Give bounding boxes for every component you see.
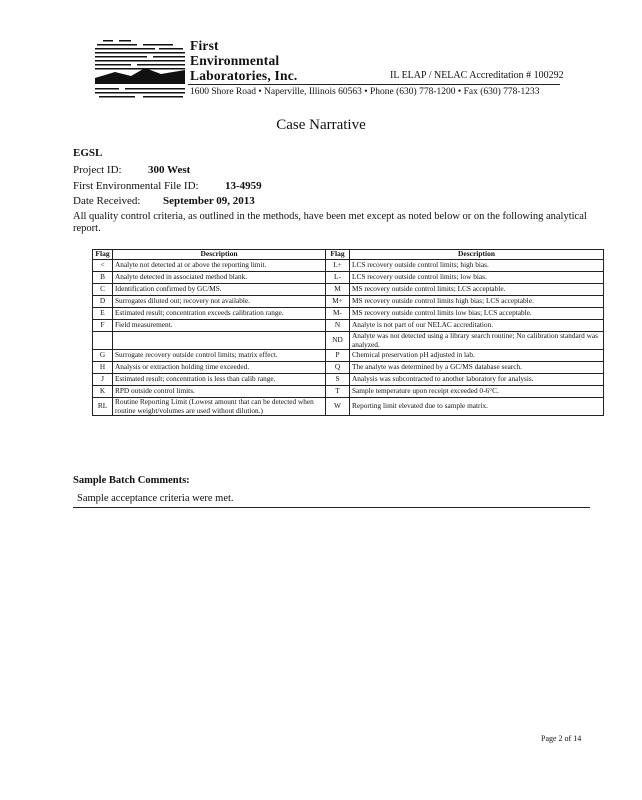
flag-description: Estimated result; concentration is less than calib range.	[113, 374, 326, 386]
header-description-1: Description	[113, 250, 326, 260]
flag-description: Surrogate recovery outside control limits; matrix effect.	[113, 350, 326, 362]
flag-code: RL	[93, 398, 113, 416]
flag-code: K	[93, 386, 113, 398]
flag-row	[93, 284, 604, 296]
flag-description: The analyte was determined by a GC/MS database search.	[350, 362, 604, 374]
qc-statement: All quality control criteria, as outlined in the methods, have been met except as noted below or on the following analytical report.	[73, 211, 587, 234]
flag-code	[93, 332, 113, 350]
flag-code: T	[326, 386, 350, 398]
flag-code: E	[93, 308, 113, 320]
flag-description: Analyte was not detected using a library search routine; No calibration standard was analyzed.	[350, 332, 604, 350]
file-id-label: First Environmental File ID:	[73, 180, 199, 192]
flag-code: P	[326, 350, 350, 362]
page-number: Page 2 of 14	[541, 734, 582, 743]
flag-row	[93, 332, 604, 350]
flag-row	[93, 374, 604, 386]
flag-code: C	[93, 284, 113, 296]
flag-row	[93, 362, 604, 374]
flag-code: H	[93, 362, 113, 374]
date-received-label: Date Received:	[73, 195, 141, 207]
flag-code: W	[326, 398, 350, 416]
flag-code: M	[326, 284, 350, 296]
flag-table-header	[93, 250, 604, 260]
flag-row	[93, 320, 604, 332]
project-id-row	[73, 164, 191, 176]
flag-description	[113, 332, 326, 350]
flag-code: L+	[326, 260, 350, 272]
project-id-value: 300 West	[148, 164, 191, 176]
flag-description: MS recovery outside control limits; LCS acceptable.	[350, 284, 604, 296]
flag-row	[93, 308, 604, 320]
flag-code: D	[93, 296, 113, 308]
file-id-row	[73, 180, 262, 192]
flag-code: Q	[326, 362, 350, 374]
flag-code: ND	[326, 332, 350, 350]
flag-row	[93, 260, 604, 272]
flag-description: Analysis or extraction holding time exceeded.	[113, 362, 326, 374]
page-title: Case Narrative	[276, 117, 366, 133]
flag-code: L-	[326, 272, 350, 284]
file-id-value: 13-4959	[225, 180, 262, 192]
flag-code: F	[93, 320, 113, 332]
sample-batch-comments-heading: Sample Batch Comments:	[73, 475, 190, 486]
accreditation-number: IL ELAP / NELAC Accreditation # 100292	[390, 70, 564, 81]
company-logo	[95, 38, 187, 100]
flag-description: Analysis was subcontracted to another laboratory for analysis.	[350, 374, 604, 386]
company-name-line1: First	[190, 38, 219, 53]
date-received-row	[73, 195, 255, 207]
flag-row	[93, 272, 604, 284]
flag-row	[93, 398, 604, 416]
flag-description: LCS recovery outside control limits; high bias.	[350, 260, 604, 272]
flag-description: MS recovery outside control limits high bias; LCS acceptable.	[350, 296, 604, 308]
flag-description: Chemical preservation pH adjusted in lab.	[350, 350, 604, 362]
header-description-2: Description	[350, 250, 604, 260]
project-id-label: Project ID:	[73, 164, 122, 176]
flag-description: Identification confirmed by GC/MS.	[113, 284, 326, 296]
flag-row	[93, 386, 604, 398]
flag-code: B	[93, 272, 113, 284]
flag-code: N	[326, 320, 350, 332]
flag-description: Field measurement.	[113, 320, 326, 332]
flag-row	[93, 296, 604, 308]
flag-table	[92, 249, 604, 416]
client-name: EGSL	[73, 147, 103, 159]
flag-description: Sample temperature upon receipt exceeded 0-6°C.	[350, 386, 604, 398]
flag-description: RPD outside control limits.	[113, 386, 326, 398]
flag-code: M-	[326, 308, 350, 320]
flag-code: M+	[326, 296, 350, 308]
company-address: 1600 Shore Road • Naperville, Illinois 60563 • Phone (630) 778-1200 • Fax (630) 778-1233	[190, 87, 540, 97]
flag-description: Routine Reporting Limit (Lowest amount that can be detected when routine weight/volumes are used without dilution.)	[113, 398, 326, 416]
company-name-line2: Environmental	[190, 53, 280, 68]
header-flag-1: Flag	[93, 250, 113, 260]
flag-code: J	[93, 374, 113, 386]
flag-description: Analyte detected in associated method blank.	[113, 272, 326, 284]
flag-description: MS recovery outside control limits low bias; LCS acceptable.	[350, 308, 604, 320]
company-name-line3: Laboratories, Inc.	[190, 68, 298, 83]
flag-description: Estimated result; concentration exceeds calibration range.	[113, 308, 326, 320]
flag-description: Reporting limit elevated due to sample matrix.	[350, 398, 604, 416]
flag-description: LCS recovery outside control limits; low bias.	[350, 272, 604, 284]
comments-divider	[73, 507, 590, 508]
flag-code: <	[93, 260, 113, 272]
header-flag-2: Flag	[326, 250, 350, 260]
header-divider	[188, 84, 560, 85]
sample-batch-comments-text: Sample acceptance criteria were met.	[77, 493, 234, 504]
date-received-value: September 09, 2013	[163, 195, 255, 207]
flag-description: Surrogates diluted out; recovery not available.	[113, 296, 326, 308]
flag-code: G	[93, 350, 113, 362]
flag-row	[93, 350, 604, 362]
flag-description: Analyte is not part of our NELAC accreditation.	[350, 320, 604, 332]
flag-code: S	[326, 374, 350, 386]
flag-description: Analyte not detected at or above the reporting limit.	[113, 260, 326, 272]
